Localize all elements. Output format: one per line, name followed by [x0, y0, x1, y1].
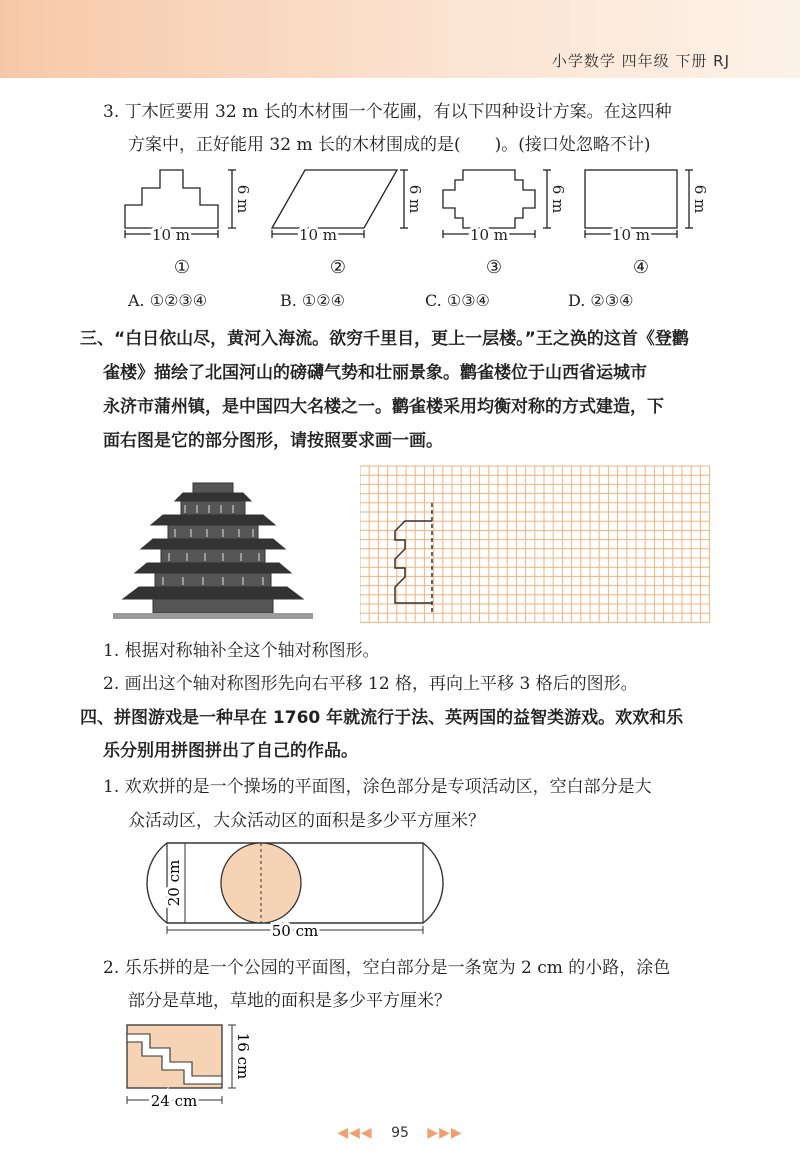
sec3-line3: 永济市蒲州镇，是中国四大名楼之一。鹳雀楼采用均衡对称的方式建造，下 — [103, 397, 664, 417]
fig2-label: ② — [329, 257, 347, 278]
page-header-band — [0, 0, 800, 78]
playground-figure — [115, 838, 535, 948]
fig2-parallelogram — [272, 170, 397, 228]
sec3-line1: 三、“白日依山尽，黄河入海流。欲穷千里目，更上一层楼。”王之涣的这首《登鹳 — [80, 329, 689, 349]
playground-height: 20 cm — [165, 859, 183, 907]
book-label: 小学数学 四年级 下册 RJ — [551, 52, 730, 70]
fig3-label: ③ — [485, 257, 503, 278]
page-footer — [0, 1125, 800, 1141]
sec3-q2: 2. 画出这个轴对称图形先向右平移 12 格，再向上平移 3 格后的图形。 — [103, 674, 638, 694]
fig3-width: 10 m — [469, 226, 509, 244]
park-width: 24 cm — [150, 1092, 198, 1110]
sec3-line4: 面右图是它的部分图形，请按照要求画一画。 — [103, 431, 443, 451]
fig4-height: 6 m — [691, 184, 709, 214]
fig1-label: ① — [173, 257, 191, 278]
next-arrows-icon: ▶▶▶ — [427, 1125, 463, 1141]
q3-figures — [0, 160, 800, 285]
q3-line1: 3. 丁木匠要用 32 m 长的木材围一个花圃，有以下四种设计方案。在这四种 — [103, 102, 672, 122]
page-number: 95 — [391, 1125, 409, 1141]
tower-photo — [113, 465, 313, 625]
sec3-q1: 1. 根据对称轴补全这个轴对称图形。 — [103, 641, 380, 661]
fig3-height: 6 m — [549, 184, 567, 214]
fig4-rectangle — [585, 170, 677, 228]
sec3-line2: 雀楼》描绘了北国河山的磅礴气势和壮丽景象。鹳雀楼位于山西省运城市 — [103, 363, 647, 383]
fig1-width: 10 m — [151, 226, 191, 244]
fig1-stepped-shape — [125, 170, 218, 228]
park-height: 16 cm — [234, 1032, 252, 1080]
fig1-height: 6 m — [234, 184, 252, 214]
option-d: D. ②③④ — [568, 291, 634, 310]
sec4-line1: 四、拼图游戏是一种早在 1760 年就流行于法、英两国的益智类游戏。欢欢和乐 — [80, 708, 684, 728]
sec4-q2-line2: 部分是草地，草地的面积是多少平方厘米？ — [128, 991, 451, 1011]
fig4-label: ④ — [632, 257, 650, 278]
option-a: A. ①②③④ — [128, 291, 208, 310]
sec4-q2-line1: 2. 乐乐拼的是一个公园的平面图，空白部分是一条宽为 2 cm 的小路，涂色 — [103, 958, 671, 978]
q3-line2: 方案中，正好能用 32 m 长的木材围成的是( )。(接口处忽略不计) — [128, 135, 651, 155]
fig2-width: 10 m — [298, 226, 338, 244]
sec4-q1-line2: 众活动区，大众活动区的面积是多少平方厘米？ — [128, 811, 485, 831]
park-figure — [120, 1020, 260, 1112]
option-b: B. ①②④ — [280, 291, 345, 310]
fig3-notched-shape — [443, 170, 535, 228]
sec4-q1-line1: 1. 欢欢拼的是一个操场的平面图，涂色部分是专项活动区，空白部分是大 — [103, 777, 652, 797]
playground-width: 50 cm — [271, 922, 319, 940]
symmetry-grid — [360, 465, 720, 625]
prev-arrows-icon: ◀◀◀ — [337, 1125, 373, 1141]
fig2-height: 6 m — [406, 184, 424, 214]
half-tower-shape — [395, 521, 432, 603]
option-c: C. ①③④ — [425, 291, 490, 310]
fig4-width: 10 m — [611, 226, 651, 244]
sec4-line2: 乐分别用拼图拼出了自己的作品。 — [103, 741, 358, 761]
